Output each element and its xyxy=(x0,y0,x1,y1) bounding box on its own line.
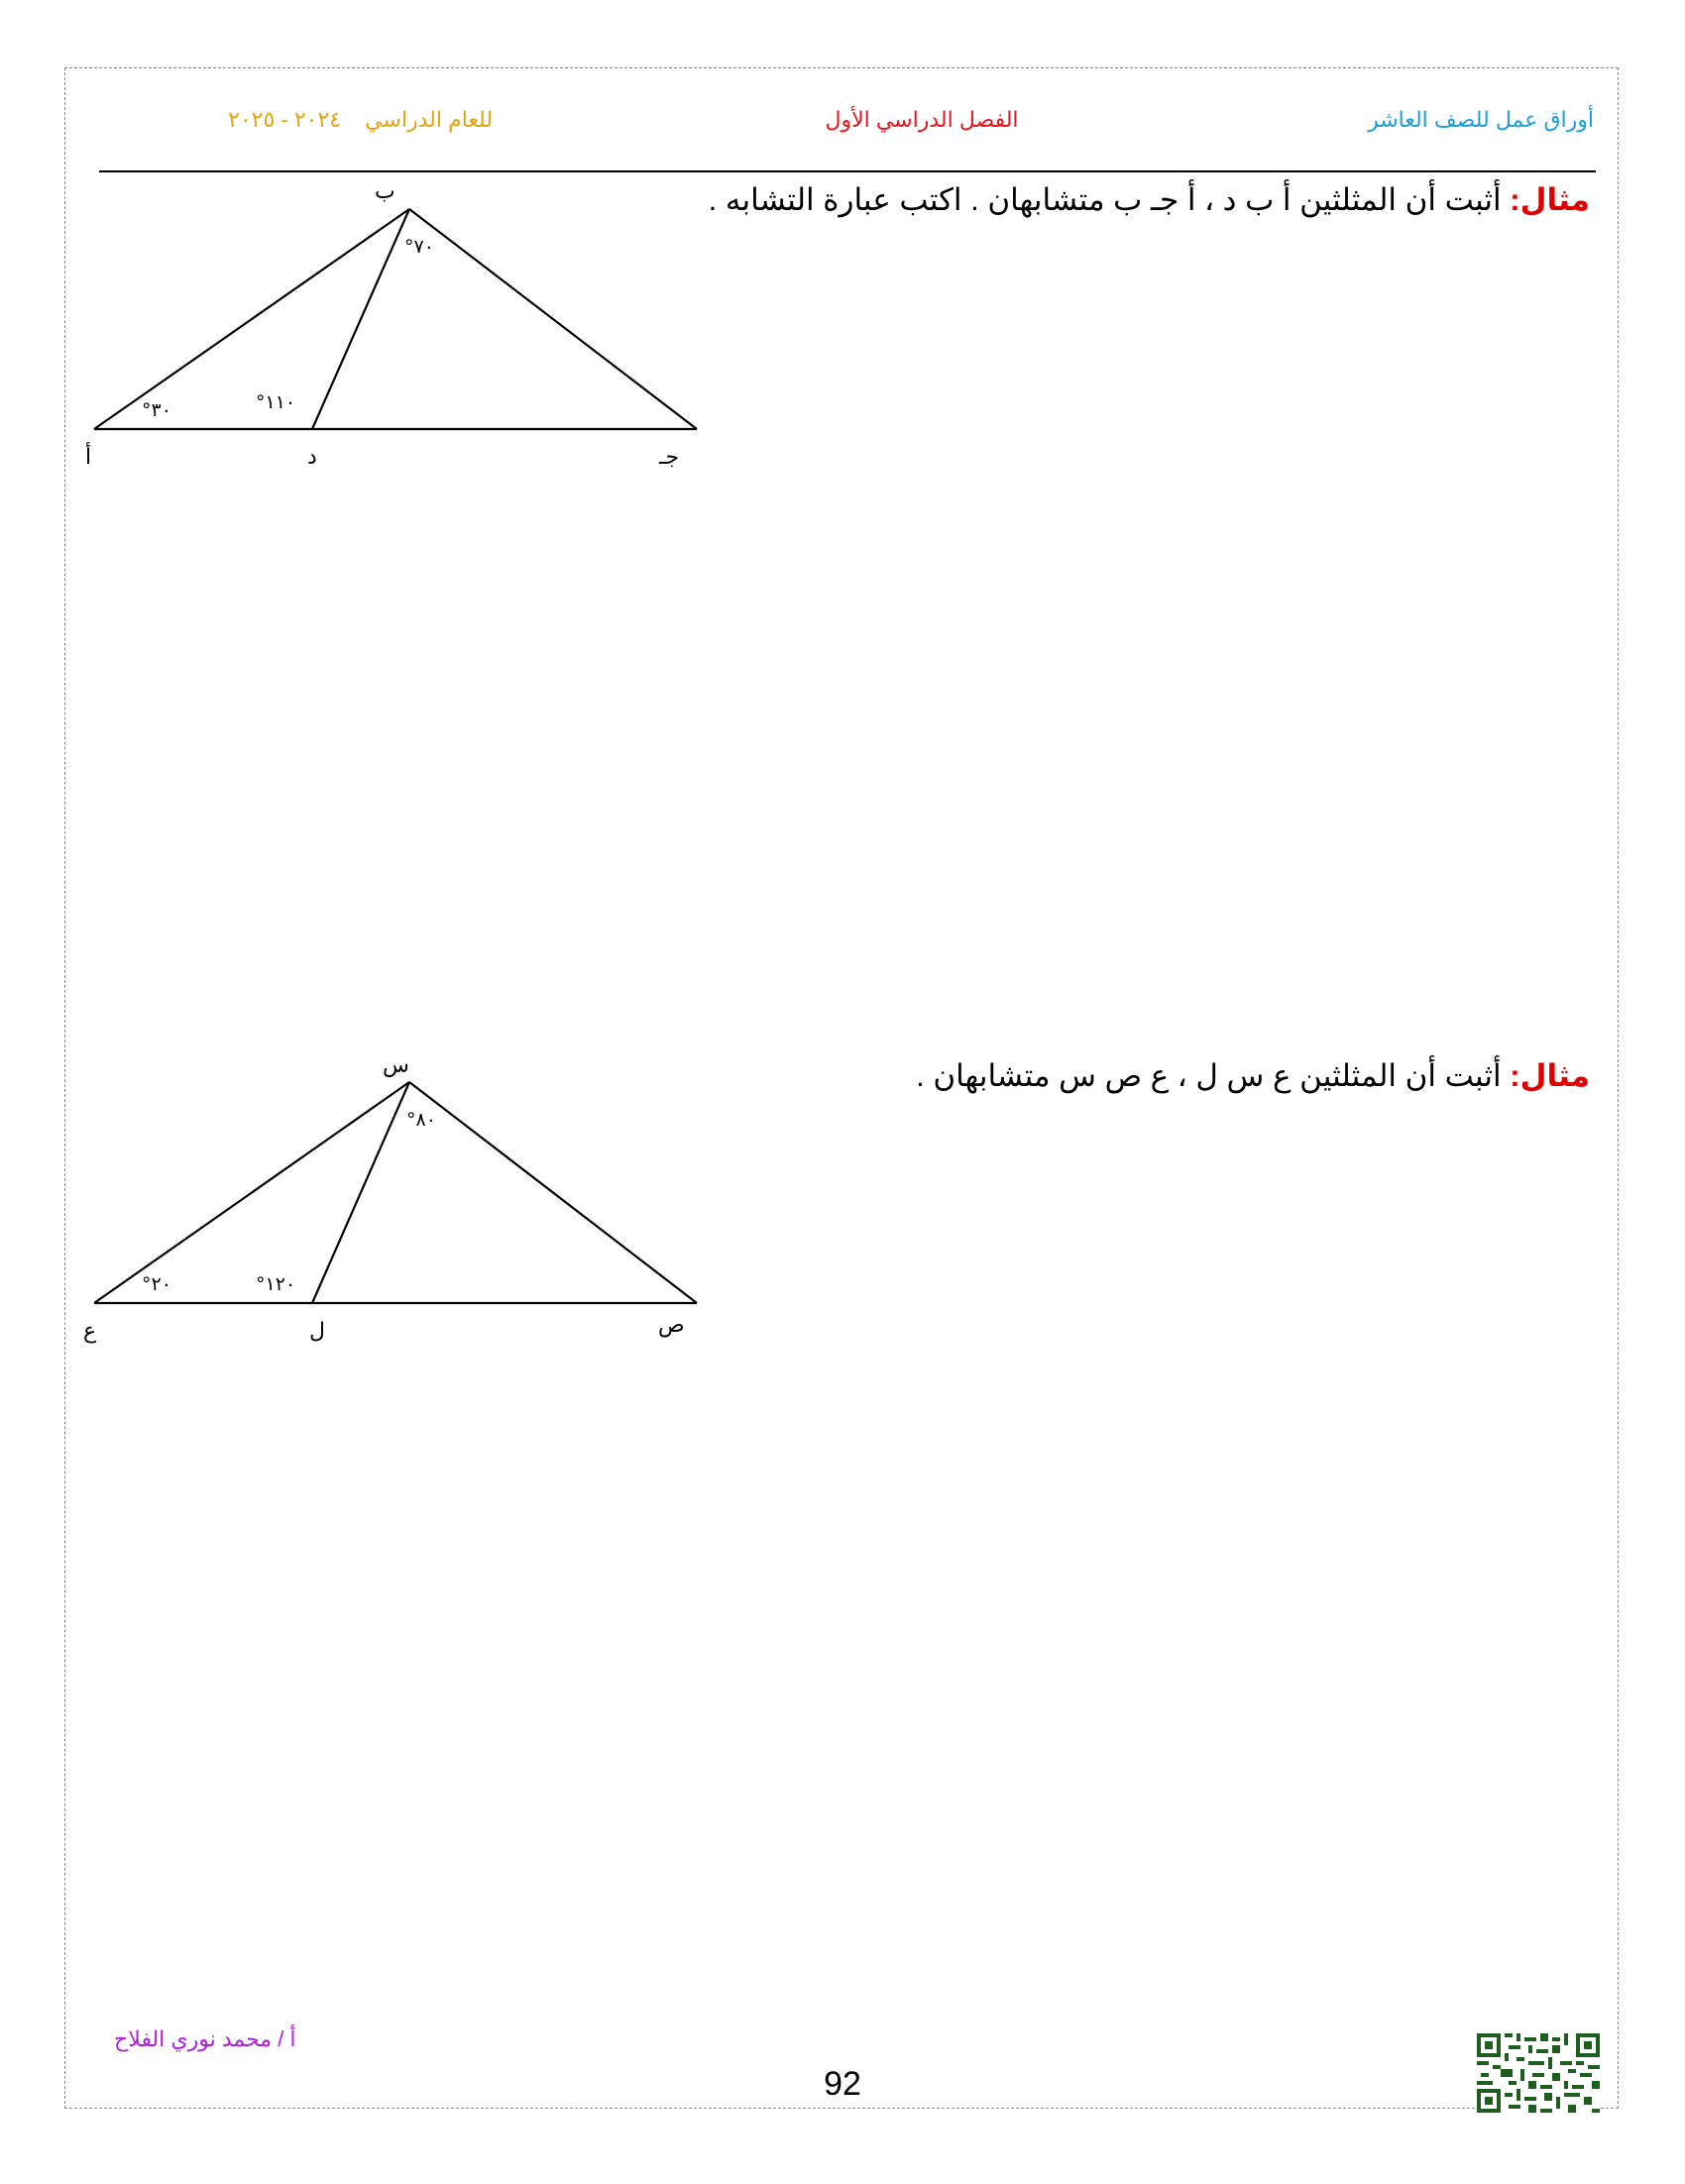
example-1-text: أثبت أن المثلثين أ ب د ، أ جـ ب متشابهان . اكتب عبارة التشابه . xyxy=(708,182,1511,217)
vertex-right-label-2: ص xyxy=(658,1313,685,1338)
angle-left-label-2: °٢٠ xyxy=(142,1273,171,1295)
header-course-title: أوراق عمل للصف العاشر xyxy=(1368,107,1594,132)
header-year-value: ٢٠٢٤ - ٢٠٢٥ xyxy=(228,107,342,132)
angle-mid-label-2: °١٢٠ xyxy=(256,1273,296,1295)
angle-top-label-2: °٨٠ xyxy=(406,1109,436,1131)
author-credit: أ / محمد نوري الفلاح xyxy=(114,2026,296,2051)
header-semester: الفصل الدراسي الأول xyxy=(825,107,1019,132)
segment-ss xyxy=(409,1082,697,1303)
vertex-left-label-2: ع xyxy=(83,1319,97,1344)
example-1-label: مثال: xyxy=(1510,182,1590,217)
qr-code-icon xyxy=(1477,2033,1600,2113)
vertex-right-label: جـ xyxy=(659,445,680,470)
page-number: 92 xyxy=(824,2065,861,2103)
example-2-text: أثبت أن المثلثين ع س ل ، ع ص س متشابهان . xyxy=(916,1058,1511,1093)
angle-top-label: °٧٠ xyxy=(404,236,434,258)
example-2-label: مثال: xyxy=(1510,1058,1590,1093)
angle-mid-label: °١١٠ xyxy=(256,391,296,413)
vertex-left-label: أ xyxy=(85,445,92,470)
angle-left-label: °٣٠ xyxy=(142,399,171,421)
header-year-label: للعام الدراسي xyxy=(365,107,493,132)
vertex-top-label: ب xyxy=(375,179,395,204)
segment-as xyxy=(94,1082,409,1303)
vertex-mid-label-2: ل xyxy=(309,1319,325,1344)
vertex-top-label-2: س xyxy=(383,1053,409,1078)
vertex-mid-label: د xyxy=(307,445,317,470)
